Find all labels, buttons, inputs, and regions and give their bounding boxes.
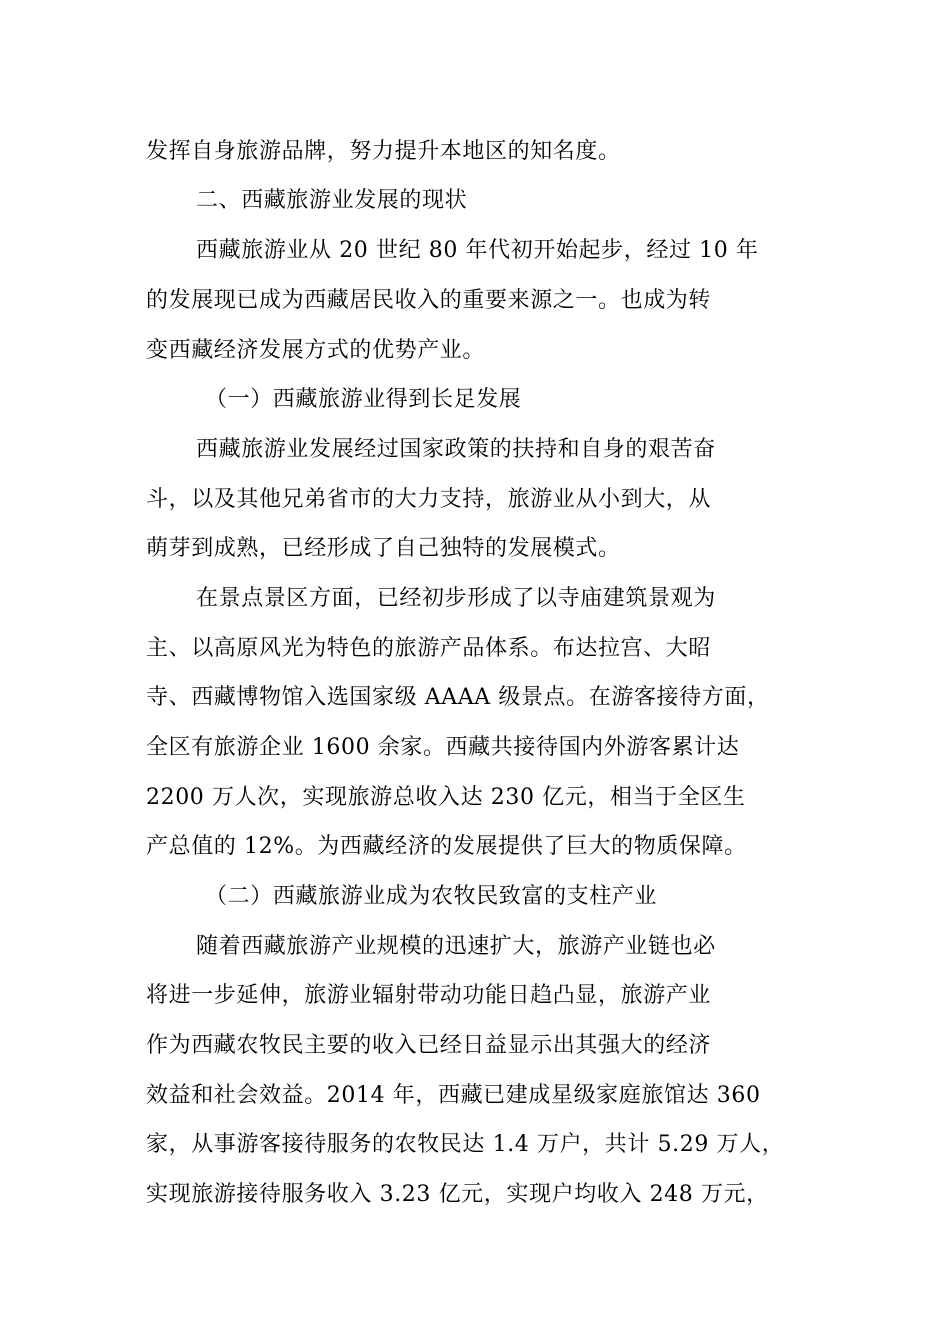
text-line: 将进一步延伸，旅游业辐射带动功能日趋凸显，旅游产业 xyxy=(146,983,712,1008)
text-line: 西藏旅游业从 20 世纪 80 年代初开始起步，经过 10 年 xyxy=(196,238,759,263)
text-line: 在景点景区方面，已经初步形成了以寺庙建筑景观为 xyxy=(196,586,716,611)
text-line: 斗，以及其他兄弟省市的大力支持，旅游业从小到大，从 xyxy=(146,487,712,512)
text-line: 变西藏经济发展方式的优势产业。 xyxy=(146,338,486,363)
text-line: 2200 万人次，实现旅游总收入达 230 亿元，相当于全区生 xyxy=(146,785,746,810)
text-line: 萌芽到成熟，已经形成了自己独特的发展模式。 xyxy=(146,536,621,561)
text-line: 的发展现已成为西藏居民收入的重要来源之一。也成为转 xyxy=(146,288,712,313)
text-line: 主、以高原风光为特色的旅游产品体系。布达拉宫、大昭 xyxy=(146,636,712,661)
text-line: 随着西藏旅游产业规模的迅速扩大，旅游产业链也必 xyxy=(196,934,716,959)
text-line: 效益和社会效益。2014 年，西藏已建成星级家庭旅馆达 360 xyxy=(146,1083,761,1108)
section-heading: 二、西藏旅游业发展的现状 xyxy=(196,188,468,213)
text-line: 家，从事游客接待服务的农牧民达 1.4 万户，共计 5.29 万人， xyxy=(146,1132,785,1157)
text-line: 产总值的 12%。为西藏经济的发展提供了巨大的物质保障。 xyxy=(146,834,747,859)
text-line: 发挥自身旅游品牌，努力提升本地区的知名度。 xyxy=(146,139,621,164)
subsection-heading: （二）西藏旅游业成为农牧民致富的支柱产业 xyxy=(205,884,658,909)
text-line: 西藏旅游业发展经过国家政策的扶持和自身的艰苦奋 xyxy=(196,437,716,462)
text-line: 作为西藏农牧民主要的收入已经日益显示出其强大的经济 xyxy=(146,1033,712,1058)
text-line: 寺、西藏博物馆入选国家级 AAAA 级景点。在游客接待方面， xyxy=(146,685,770,710)
subsection-heading: （一）西藏旅游业得到长足发展 xyxy=(205,387,522,412)
text-line: 实现旅游接待服务收入 3.23 亿元，实现户均收入 248 万元， xyxy=(146,1182,769,1207)
text-line: 全区有旅游企业 1600 余家。西藏共接待国内外游客累计达 xyxy=(146,735,740,760)
